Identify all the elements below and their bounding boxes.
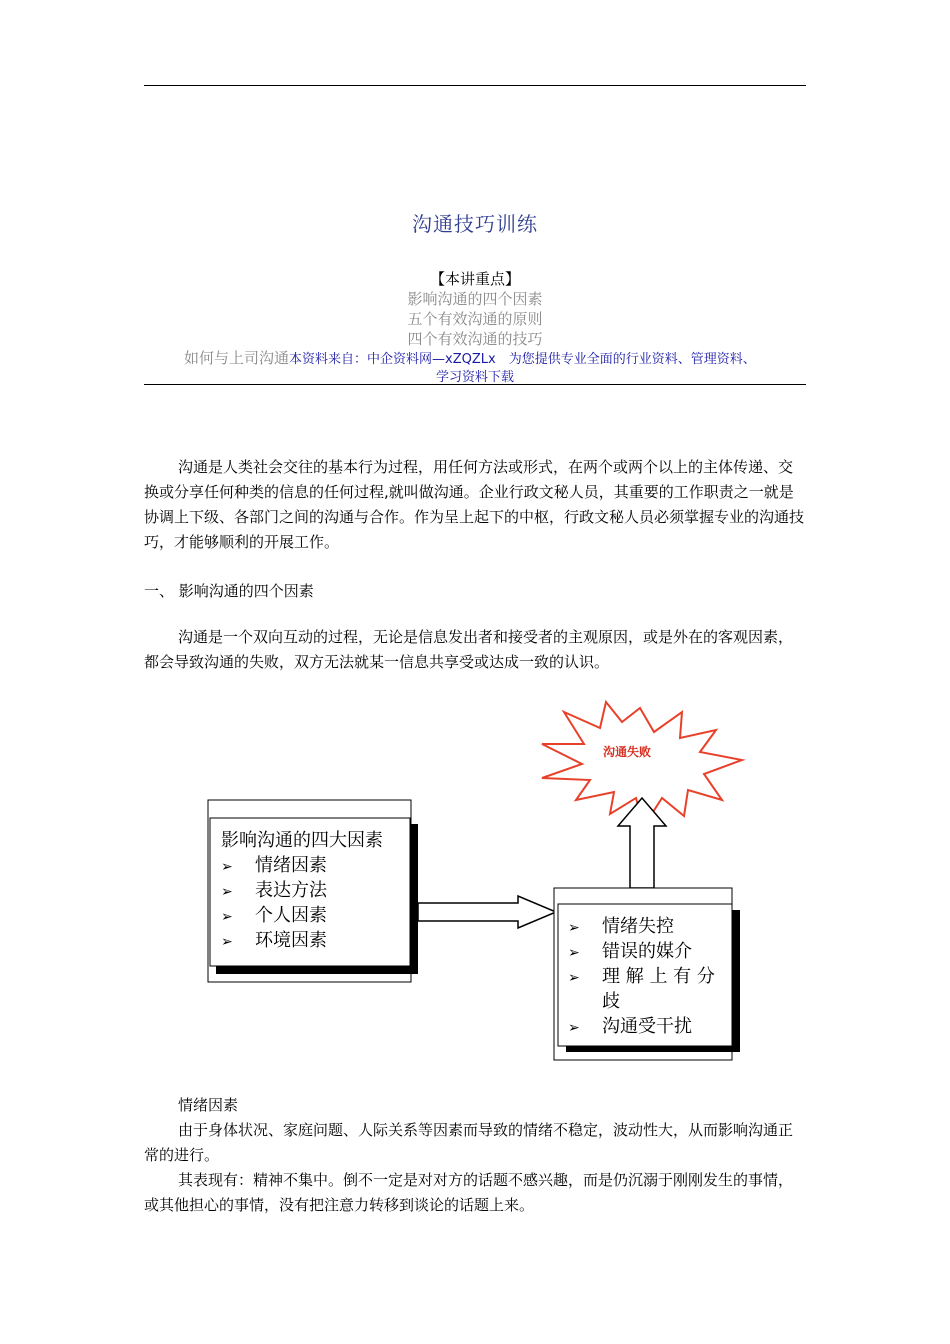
right-item-4-text: 沟通受干扰 <box>602 1016 692 1037</box>
bullet-icon: ➢ <box>221 934 233 950</box>
bullet-icon: ➢ <box>221 884 233 900</box>
source-link-2[interactable]: 学习资料下载 <box>435 370 514 385</box>
right-item-4 <box>568 1012 692 1038</box>
right-item-3-cont: 歧 <box>602 991 620 1012</box>
emotion-paragraph-2: 其表现有：精神不集中。倒不一定是对对方的话题不感兴趣，而是仍沉溺于刚刚发生的事情，或其他担心的事情，没有把注意力转移到谈论的话题上来。 <box>144 1171 794 1214</box>
left-item-4 <box>221 926 327 952</box>
left-box-title: 影响沟通的四大因素 <box>221 830 383 851</box>
key-point-4: 如何与上司沟通 <box>184 349 290 367</box>
left-item-2-text: 表达方法 <box>255 880 327 901</box>
bullet-icon: ➢ <box>568 945 580 961</box>
page-title: 沟通技巧训练 <box>412 212 538 236</box>
emotion-paragraph-1: 由于身体状况、家庭问题、人际关系等因素而导致的情绪不稳定，波动性大，从而影响沟通正常的进行。 <box>144 1121 794 1164</box>
section-1-paragraph: 沟通是一个双向互动的过程，无论是信息发出者和接受者的主观原因，或是外在的客观因素，都会导致沟通的失败，双方无法就某一信息共享受或达成一致的认识。 <box>144 628 794 671</box>
left-item-3 <box>221 901 327 927</box>
right-item-3-text: 理 解 上 有 分 <box>602 966 715 987</box>
bullet-icon: ➢ <box>221 909 233 925</box>
key-point-2: 五个有效沟通的原则 <box>407 310 543 328</box>
bullet-icon: ➢ <box>221 859 233 875</box>
right-arrow <box>418 896 556 928</box>
right-item-2 <box>568 937 692 963</box>
left-item-1-text: 情绪因素 <box>255 855 327 876</box>
left-item-4-text: 环境因素 <box>255 930 327 951</box>
bullet-icon: ➢ <box>568 1020 580 1036</box>
right-item-3 <box>568 962 715 988</box>
left-item-2 <box>221 876 327 902</box>
emotion-heading: 情绪因素 <box>178 1096 239 1114</box>
key-points-heading: 【本讲重点】 <box>429 270 520 288</box>
source-link[interactable]: 本资料来自：中企资料网—xZQZLx 为您提供专业全面的行业资料、管理资料、 <box>289 352 756 367</box>
key-point-1: 影响沟通的四个因素 <box>407 290 543 308</box>
bullet-icon: ➢ <box>568 920 580 936</box>
key-point-3: 四个有效沟通的技巧 <box>407 330 543 348</box>
section-1-heading: 一、 影响沟通的四个因素 <box>144 582 314 600</box>
left-item-1 <box>221 851 327 877</box>
bullet-icon: ➢ <box>568 970 580 986</box>
right-item-2-text: 错误的媒介 <box>602 941 692 962</box>
burst-label: 沟通失败 <box>603 745 652 759</box>
up-arrow <box>618 798 666 888</box>
right-item-1-text: 情绪失控 <box>602 916 674 937</box>
left-item-3-text: 个人因素 <box>255 905 327 926</box>
right-item-1 <box>568 912 674 938</box>
intro-paragraph: 沟通是人类社会交往的基本行为过程，用任何方法或形式，在两个或两个以上的主体传递、交换或分享任何种类的信息的任何过程,就叫做沟通。企业行政文秘人员，其重要的工作职责之一就是协调上下级、各部门之间的沟通与合作。作为呈上起下的中枢，行政文秘人员必须掌握专业的沟通技巧，才能够顺利的开展工作。 <box>144 458 805 551</box>
